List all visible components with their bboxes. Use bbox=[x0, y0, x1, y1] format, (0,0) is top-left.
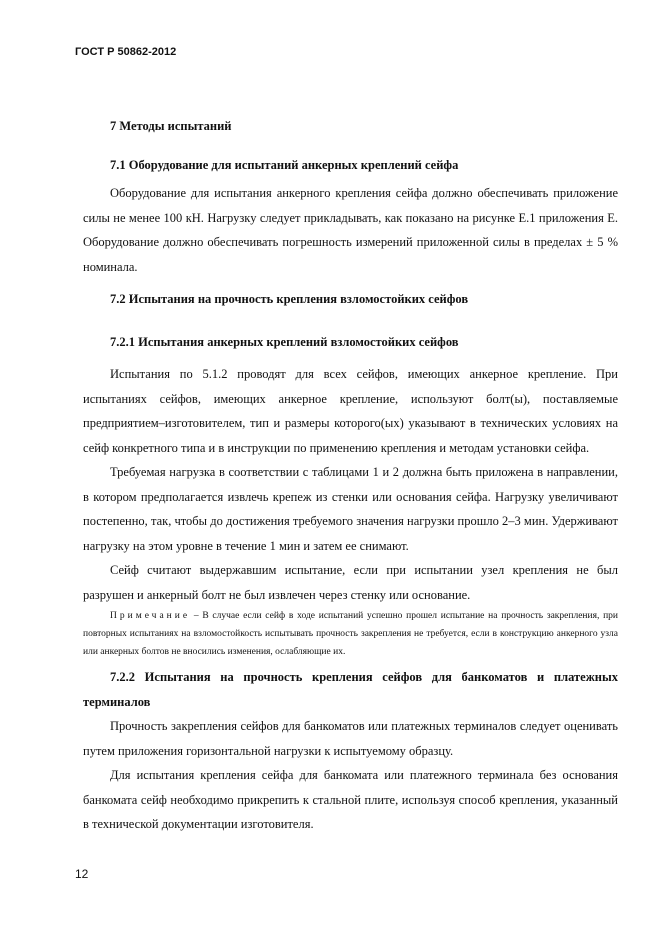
note-label: Примечание bbox=[110, 611, 191, 621]
document-header: ГОСТ Р 50862-2012 bbox=[75, 46, 177, 58]
note-paragraph bbox=[83, 607, 618, 661]
note-text: – В случае если сейф в ходе испытаний успешно прошел испытание на прочность закрепления, при повторных испытаниях на взломостойкость испытывать прочность закрепления не требуется, если в конструкцию анкерного узла или анкерных болтов не вносились изменения, ослабляющие их. bbox=[83, 611, 618, 657]
section-7-2-2-heading: 7.2.2 Испытания на прочность крепления сейфов для банкоматов и платежных терминалов bbox=[83, 670, 618, 709]
section-7-1-heading: 7.1 Оборудование для испытаний анкерных креплений сейфа bbox=[110, 157, 459, 172]
section-7-1-paragraph: Оборудование для испытания анкерного крепления сейфа должно обеспечивать приложение силы не менее 100 кН. Нагрузку следует прикладывать, как показано на рисунке Е.1 приложения Е. Оборудование должно обеспечивать погрешность измерений приложенной силы в пределах ± 5 % номинала. bbox=[83, 186, 618, 274]
section-7-2-1-paragraph-1: Испытания по 5.1.2 проводят для всех сейфов, имеющих анкерное крепление. При испытаниях сейфов, имеющих анкерное крепление, используют болт(ы), поставляемые предприятием–изготовителем, тип и размеры которого(ых) указывают в технических условиях на сейф конкретного типа и в инструкции по применению крепления и методам установки сейфа. bbox=[83, 367, 618, 455]
section-7-2-1-paragraph-3: Сейф считают выдержавшим испытание, если при испытании узел крепления не был разрушен и анкерный болт не был извлечен через стенку или основание. bbox=[83, 563, 618, 602]
section-7-2-heading: 7.2 Испытания на прочность крепления взломостойких сейфов bbox=[110, 292, 469, 306]
section-7-2-2-paragraph-1: Прочность закрепления сейфов для банкоматов или платежных терминалов следует оценивать путем приложения горизонтальной нагрузки к испытуемому образцу. bbox=[83, 719, 618, 758]
document-body bbox=[83, 108, 618, 837]
section-7-2-1-paragraph-2: Требуемая нагрузка в соответствии с таблицами 1 и 2 должна быть приложена в направлении, в котором предполагается извлечь крепеж из стенки или основания сейфа. Нагрузку увеличивают постепенно, так, чтобы до достижения требуемого значения нагрузки прошло 2–3 мин. Удерживают нагрузку на этом уровне в течение 1 мин и затем ее снимают. bbox=[83, 465, 618, 553]
section-7-2-1-heading: 7.2.1 Испытания анкерных креплений взломостойких сейфов bbox=[110, 334, 459, 349]
section-7-heading: 7 Методы испытаний bbox=[110, 119, 232, 133]
section-7-2-2-paragraph-2: Для испытания крепления сейфа для банкомата или платежного терминала без основания банкомата сейф необходимо прикрепить к стальной плите, используя способ крепления, указанный в технической документации изготовителя. bbox=[83, 768, 618, 831]
page-number: 12 bbox=[75, 867, 89, 881]
